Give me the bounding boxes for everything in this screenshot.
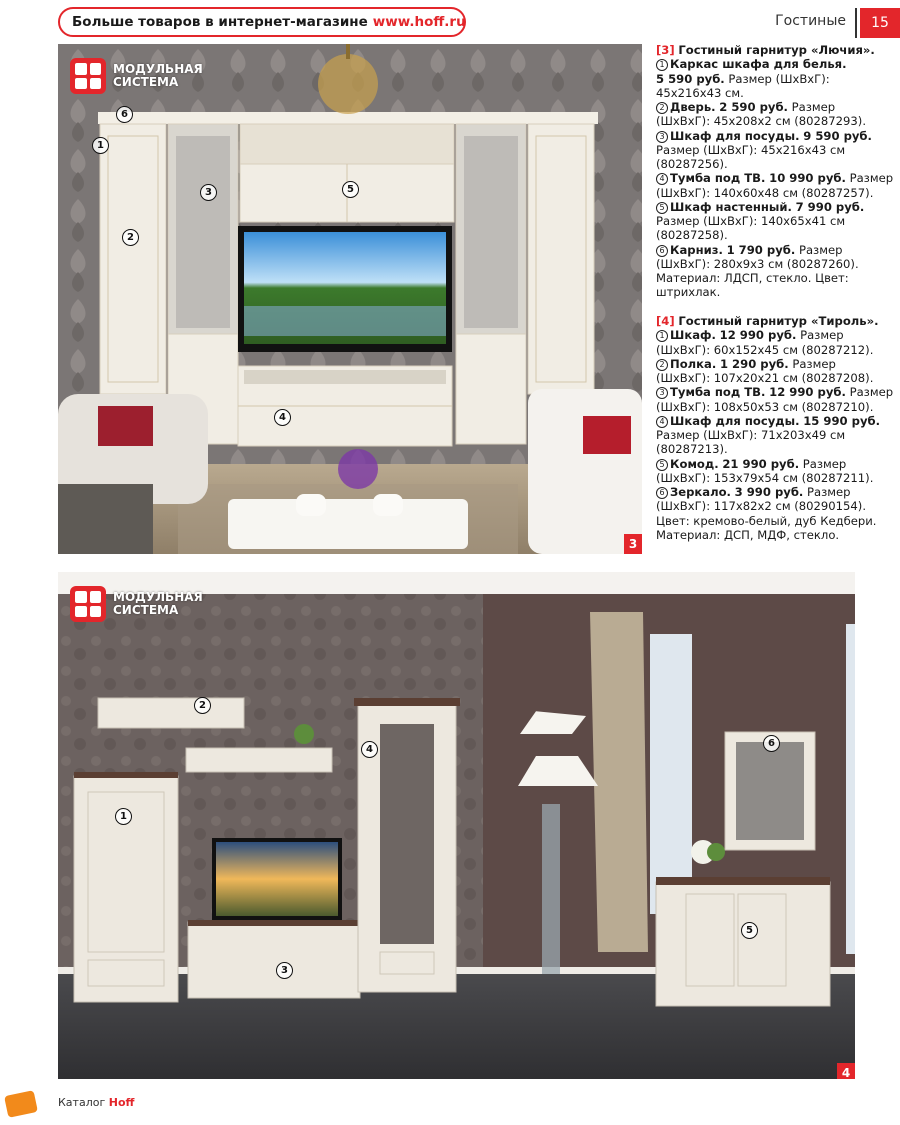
tyrol-item-1: 1 Шкаф. 12 990 руб. Размер — [656, 328, 892, 342]
lucia-description: [3] Гостиный гарнитур «Лючия». 1 Каркас шкафа для белья. 5 590 руб. Размер (ШхВхГ): 45х216х43 см. 2 Дверь. 2 590 руб. Размер (ШхВхГ): 45х208х2 см (80287293). 3 Шкаф для посуды. 9 590 руб. Размер (ШхВхГ): 45х216х43 см (80287256). 4 Тумба под ТВ. 10 990 руб. Размер (ШхВхГ): 140х60х48 см (80287257). 5 Шкаф настенный. 7 990 руб. Размер (ШхВхГ): 140х65х41 см (80287258). 6 Карниз. 1 790 руб. Размер (ШхВхГ): 280х9х3 см (80287260). Материал: ЛДСП, стекло. Цвет: штрихлак. — [656, 43, 894, 300]
modular-grid-icon — [70, 586, 106, 622]
marker-5: 5 — [741, 922, 758, 939]
footer-catalog-label: Каталог — [58, 1096, 106, 1109]
lucia-item-1: 1 Каркас шкафа для белья. — [656, 57, 892, 71]
tyrol-item-3: 3 Тумба под ТВ. 12 990 руб. Размер — [656, 385, 892, 399]
modular-badge-line1: МОДУЛЬНАЯ — [113, 590, 203, 604]
lucia-item-2: 2 Дверь. 2 590 руб. Размер — [656, 100, 892, 114]
modular-badge-line1: МОДУЛЬНАЯ — [113, 62, 203, 76]
promo-text: Больше товаров в интернет-магазине — [72, 14, 368, 30]
photo-number: 3 — [624, 534, 642, 554]
marker-4: 4 — [274, 409, 291, 426]
marker-1: 1 — [115, 808, 132, 825]
modular-badge-line2: СИСТЕМА — [113, 75, 179, 89]
marker-6: 6 — [763, 735, 780, 752]
modular-system-badge — [70, 58, 203, 94]
tyrol-item-5: 5 Комод. 21 990 руб. Размер — [656, 457, 892, 471]
lucia-material: Материал: ЛДСП, стекло. Цвет: — [656, 271, 849, 285]
lucia-item-6: 6 Карниз. 1 790 руб. Размер — [656, 243, 892, 257]
marker-2: 2 — [122, 229, 139, 246]
footer-catalog — [58, 1096, 134, 1109]
lucia-item-4: 4 Тумба под ТВ. 10 990 руб. Размер — [656, 171, 892, 185]
header-divider — [855, 8, 857, 38]
photo-number: 4 — [837, 1063, 855, 1079]
marker-6: 6 — [116, 106, 133, 123]
tyrol-description: [4] Гостиный гарнитур «Тироль». 1 Шкаф. 12 990 руб. Размер (ШхВхГ): 60х152х45 см (80287212). 2 Полка. 1 290 руб. Размер (ШхВхГ): 107х20х21 см (80287208). 3 Тумба под ТВ. 12 990 руб. Размер (ШхВхГ): 108х50х53 см (80287210). 4 Шкаф для посуды. 15 990 руб. Размер (ШхВхГ): 71х203х49 см (80287213). 5 Комод. 21 990 руб. Размер (ШхВхГ): 153х79х54 см (80287211). 6 Зеркало. 3 990 руб. Размер (ШхВхГ): 117х82х2 см (80290154). Цвет: кремово-белый, дуб Кедбери. Материал: ДСП, МДФ, стекло. — [656, 314, 894, 542]
tyrol-color: Цвет: кремово-белый, дуб Кедбери. — [656, 513, 877, 528]
lucia-ref: [3] — [656, 43, 675, 57]
living-room-photo-tyrol — [58, 572, 855, 1079]
marker-5: 5 — [342, 181, 359, 198]
tyrol-heading — [656, 314, 892, 328]
modular-grid-icon — [70, 58, 106, 94]
lucia-item-3: 3 Шкаф для посуды. 9 590 руб. — [656, 129, 892, 143]
marker-3: 3 — [276, 962, 293, 979]
lucia-heading — [656, 43, 892, 57]
marker-3: 3 — [200, 184, 217, 201]
page-number: 15 — [860, 8, 900, 38]
living-room-photo-lucia — [58, 44, 642, 554]
hoff-bonus-logo — [4, 1090, 38, 1118]
tyrol-ref: [4] — [656, 314, 675, 328]
marker-4: 4 — [361, 741, 378, 758]
online-store-promo[interactable] — [58, 7, 466, 37]
tyrol-item-2: 2 Полка. 1 290 руб. Размер — [656, 357, 892, 371]
promo-url-link[interactable]: www.hoff.ru — [372, 14, 466, 30]
marker-2: 2 — [194, 697, 211, 714]
tyrol-item-4: 4 Шкаф для посуды. 15 990 руб. — [656, 414, 892, 428]
tyrol-material: Материал: ДСП, МДФ, стекло. — [656, 527, 840, 542]
section-title: Гостиные — [775, 13, 846, 29]
tyrol-scene — [58, 572, 855, 1079]
lucia-item-5: 5 Шкаф настенный. 7 990 руб. — [656, 200, 892, 214]
marker-1: 1 — [92, 137, 109, 154]
modular-badge-line2: СИСТЕМА — [113, 603, 179, 617]
lucia-title: Гостиный гарнитур «Лючия». — [678, 43, 875, 57]
lucia-scene — [58, 44, 642, 554]
lucia-color: штрихлак. — [656, 285, 721, 300]
tyrol-title: Гостиный гарнитур «Тироль». — [678, 314, 879, 328]
modular-system-badge-2 — [70, 586, 203, 622]
tyrol-item-6: 6 Зеркало. 3 990 руб. Размер — [656, 485, 892, 499]
footer-brand: Hoff — [108, 1096, 135, 1109]
